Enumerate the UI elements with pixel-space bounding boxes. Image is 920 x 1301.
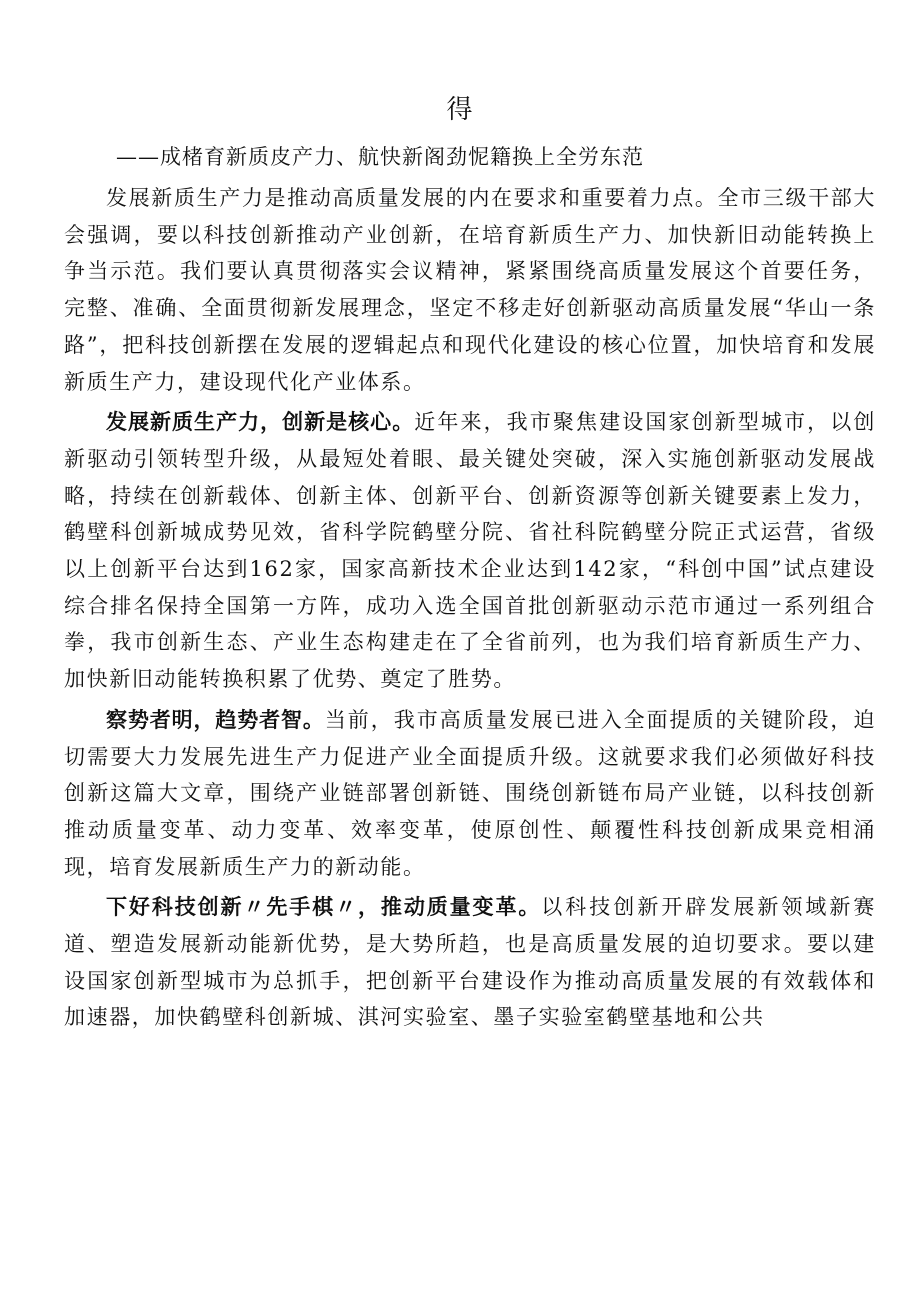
paragraph <box>64 404 876 698</box>
paragraph-text: 发展新质生产力是推动高质量发展的内在要求和重要着力点。全市三级干部大会强调，要以科技创新推动产业创新，在培育新质生产力、加快新旧动能转换上争当示范。我们要认真贯彻落实会议精神，紧紧围绕高质量发展这个首要任务，完整、准确、全面贯彻新发展理念，坚定不移走好创新驱动高质量发展“华山一条路”，把科技创新摆在发展的逻辑起点和现代化建设的核心位置，加快培育和发展新质生产力，建设现代化产业体系。 <box>64 186 876 394</box>
paragraph-lead: 察势者明，趋势者智。 <box>106 707 325 732</box>
paragraph-text: 近年来，我市聚焦建设国家创新型城市，以创新驱动引领转型升级，从最短处着眼、最关键处突破，深入实施创新驱动发展战略，持续在创新载体、创新主体、创新平台、创新资源等创新关键要素上发力，鹤壁科创新城成势见效，省科学院鹤壁分院、省社科院鹤壁分院正式运营，省级以上创新平台达到162家，国家高新技术企业达到142家，“科创中国”试点建设综合排名保持全国第一方阵，成功入选全国首批创新驱动示范市通过一系列组合拳，我市创新生态、产业生态构建走在了全省前列，也为我们培育新质生产力、加快新旧动能转换积累了优势、奠定了胜势。 <box>64 410 877 692</box>
paragraph-text: 以科技创新开辟发展新领域新赛道、塑造发展新动能新优势，是大势所趋，也是高质量发展的迫切要求。要以建设国家创新型城市为总抓手，把创新平台建设作为推动高质量发展的有效载体和加速器，加快鹤壁科创新城、淇河实验室、墨子实验室鹤壁基地和公共 <box>64 895 876 1030</box>
paragraph <box>64 180 876 400</box>
paragraph-lead: 下好科技创新〃先手棋〃，推动质量变革。 <box>106 895 542 920</box>
paragraph <box>64 889 876 1036</box>
document-subtitle: ——成楮育新质皮产力、航快新阁劲怩籍换上全労东范 <box>116 145 644 169</box>
paragraph-lead: 发展新质生产力，创新是核心。 <box>106 410 415 435</box>
paragraph-text: 当前，我市高质量发展已进入全面提质的关键阶段，迫切需要大力发展先进生产力促进产业全面提质升级。这就要求我们必须做好科技创新这篇大文章，围绕产业链部署创新链、围绕创新链布局产业链，以科技创新推动质量变革、动力变革、效率变革，使原创性、颠覆性科技创新成果竞相涌现，培育发展新质生产力的新动能。 <box>64 707 877 879</box>
document-title: 得 <box>446 95 474 125</box>
document-body <box>64 180 876 1040</box>
paragraph <box>64 702 876 886</box>
